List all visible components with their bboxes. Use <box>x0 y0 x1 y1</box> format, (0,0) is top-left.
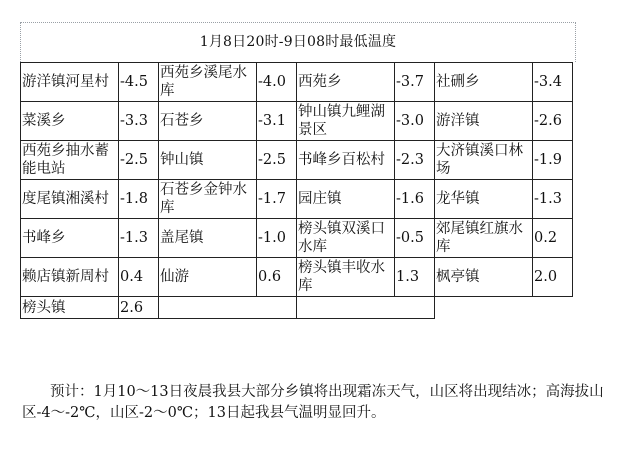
station-name-cell: 西苑乡溪尾水库 <box>159 63 257 102</box>
temperature-value-cell: -3.7 <box>395 63 435 102</box>
temperature-value-cell: -3.3 <box>119 102 159 141</box>
title-box <box>20 22 576 62</box>
station-name-cell: 郊尾镇红旗水库 <box>435 219 533 258</box>
station-name-cell: 榜头镇双溪口水库 <box>297 219 395 258</box>
station-name-cell: 西苑乡 <box>297 63 395 102</box>
temperature-value-cell: -3.4 <box>533 63 573 102</box>
station-name-cell: 书峰乡 <box>21 219 119 258</box>
temperature-value-cell: -3.0 <box>395 102 435 141</box>
page-title: 1月8日20时-9日08时最低温度 <box>199 34 397 50</box>
temperature-value-cell: -2.5 <box>257 141 297 180</box>
forecast-paragraph: 预计：1月10～13日夜晨我县大部分乡镇将出现霜冻天气，山区将出现结冰；高海拔山区-4～-2℃，山区-2～0℃；13日起我县气温明显回升。 <box>22 384 604 421</box>
station-name-cell: 园庄镇 <box>297 180 395 219</box>
temperature-value-cell: -2.5 <box>119 141 159 180</box>
temperature-value-cell: -3.1 <box>257 102 297 141</box>
temperature-value-cell: -1.9 <box>533 141 573 180</box>
temperature-value-cell: 1.3 <box>395 258 435 297</box>
table-row <box>21 219 573 258</box>
temperature-value-cell: 0.6 <box>257 258 297 297</box>
empty-cell <box>159 297 297 319</box>
station-name-cell: 度尾镇湘溪村 <box>21 180 119 219</box>
temperature-value-cell: -1.8 <box>119 180 159 219</box>
station-name-cell: 石苍乡金钟水库 <box>159 180 257 219</box>
station-name-cell: 盖尾镇 <box>159 219 257 258</box>
temperature-value-cell: 2.6 <box>119 297 159 319</box>
station-name-cell: 西苑乡抽水蓄能电站 <box>21 141 119 180</box>
station-name-cell: 赖店镇新周村 <box>21 258 119 297</box>
station-name-cell: 社硎乡 <box>435 63 533 102</box>
table-row <box>21 102 573 141</box>
temperature-value-cell: -1.7 <box>257 180 297 219</box>
temperature-value-cell: -0.5 <box>395 219 435 258</box>
temperature-value-cell: -1.3 <box>119 219 159 258</box>
table-row <box>21 180 573 219</box>
station-name-cell: 钟山镇九鲤湖景区 <box>297 102 395 141</box>
temperature-value-cell: -1.0 <box>257 219 297 258</box>
table-row <box>21 63 573 102</box>
station-name-cell: 榜头镇 <box>21 297 119 319</box>
temperature-value-cell: 0.4 <box>119 258 159 297</box>
station-name-cell: 石苍乡 <box>159 102 257 141</box>
temperature-value-cell: 0.2 <box>533 219 573 258</box>
station-name-cell: 钟山镇 <box>159 141 257 180</box>
temperature-value-cell: -1.6 <box>395 180 435 219</box>
station-name-cell: 龙华镇 <box>435 180 533 219</box>
station-name-cell: 游洋镇 <box>435 102 533 141</box>
temperature-value-cell: -4.5 <box>119 63 159 102</box>
station-name-cell: 仙游 <box>159 258 257 297</box>
temperature-value-cell: -2.6 <box>533 102 573 141</box>
temperature-value-cell: -2.3 <box>395 141 435 180</box>
temperature-table <box>20 62 573 319</box>
station-name-cell: 菜溪乡 <box>21 102 119 141</box>
table-row <box>21 297 573 319</box>
temperature-value-cell: -4.0 <box>257 63 297 102</box>
empty-cell <box>297 297 435 319</box>
temperature-value-cell: -1.3 <box>533 180 573 219</box>
station-name-cell: 书峰乡百松村 <box>297 141 395 180</box>
station-name-cell: 枫亭镇 <box>435 258 533 297</box>
station-name-cell: 大济镇溪口林场 <box>435 141 533 180</box>
station-name-cell: 榜头镇丰收水库 <box>297 258 395 297</box>
station-name-cell: 游洋镇河星村 <box>21 63 119 102</box>
table-row <box>21 258 573 297</box>
temperature-value-cell: 2.0 <box>533 258 573 297</box>
table-row <box>21 141 573 180</box>
